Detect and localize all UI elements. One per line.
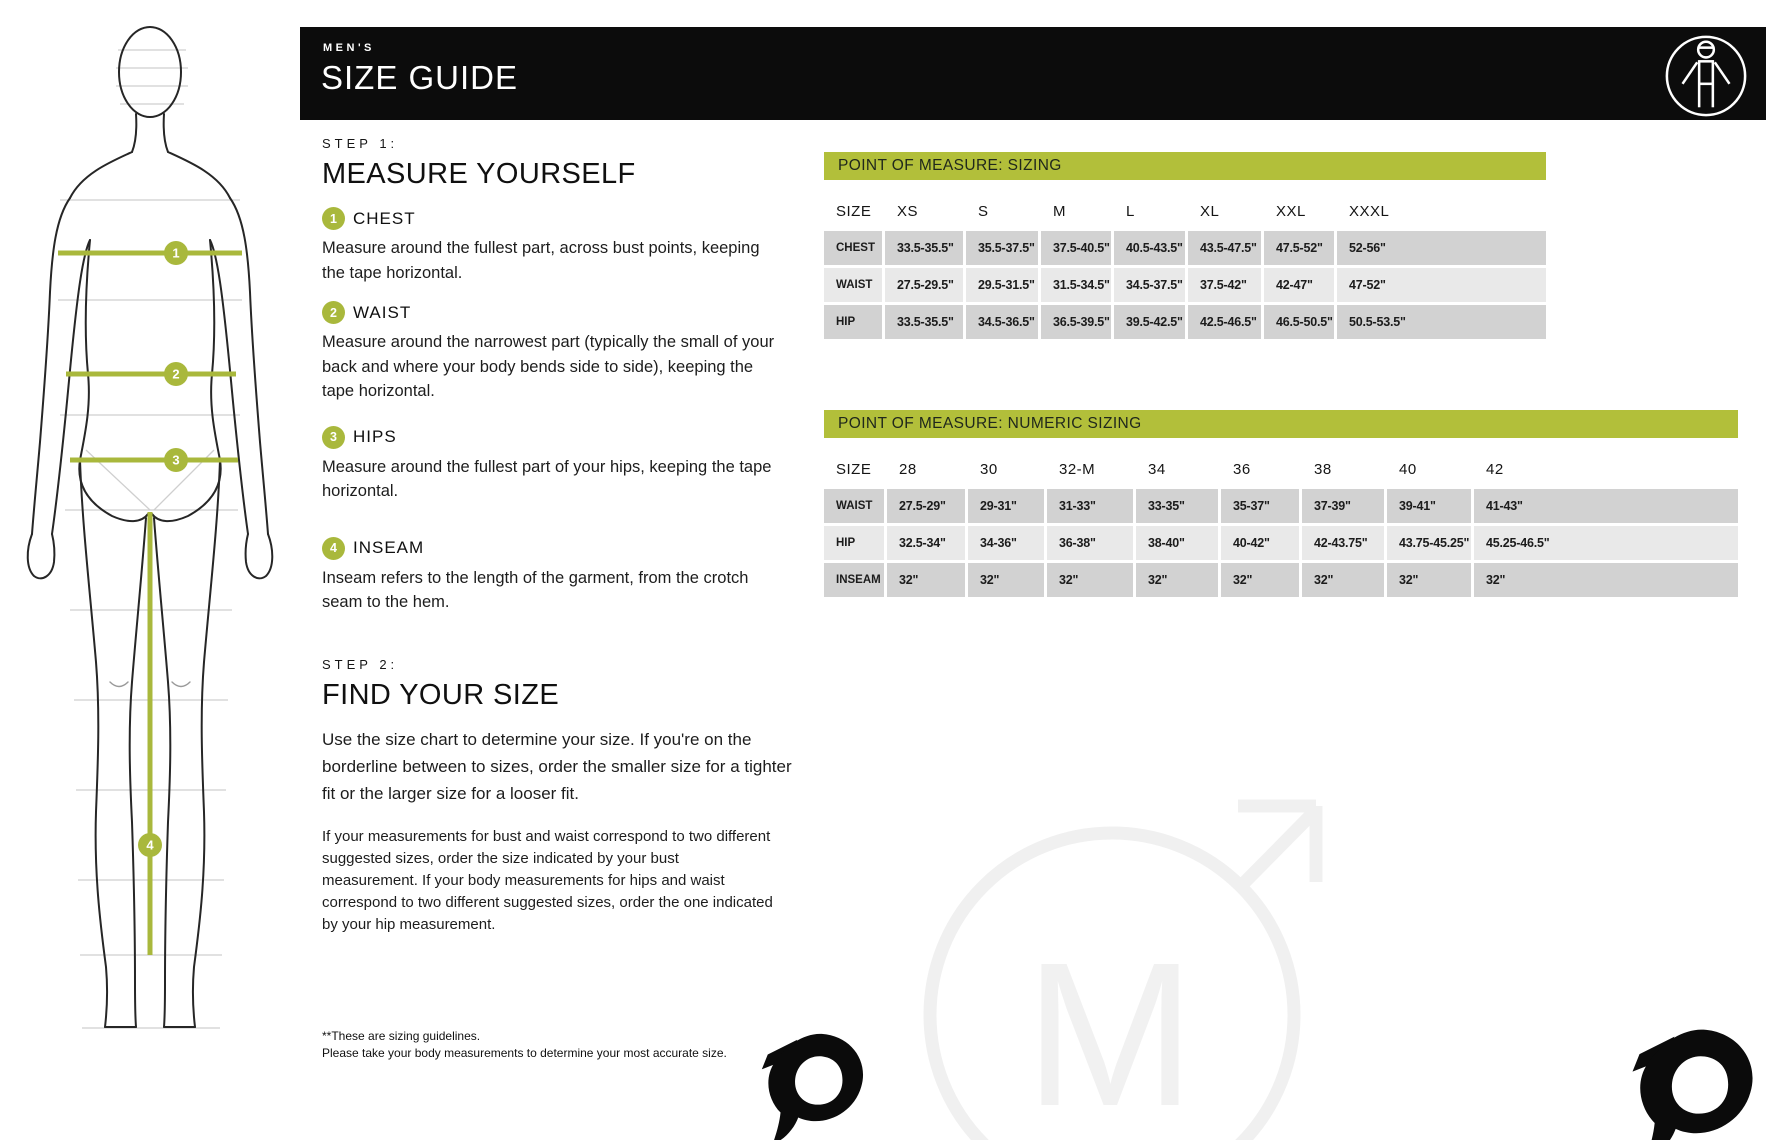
instructions-column (322, 136, 792, 936)
size-value: 32" (1474, 563, 1738, 597)
column-header: 28 (899, 461, 917, 478)
size-value: 27.5-29.5" (885, 268, 963, 302)
body-measurement-figure (10, 22, 300, 1037)
size-value: 34.5-37.5" (1114, 268, 1185, 302)
size-value: 31.5-34.5" (1041, 268, 1111, 302)
measurement-description: Inseam refers to the length of the garment, from the crotch seam to the hem. (322, 568, 749, 611)
measurement-description: Measure around the narrowest part (typically the small of your back and where your body bends side to side), keeping the tape horizontal. (322, 333, 775, 400)
marker-inseam (138, 833, 162, 857)
svg-text:2: 2 (172, 366, 180, 382)
marker-hips (164, 448, 188, 472)
marker-chest (164, 241, 188, 265)
svg-text:3: 3 (172, 452, 180, 468)
column-header: 38 (1314, 461, 1332, 478)
size-value: 34-36" (968, 526, 1044, 560)
numeric-table-grid (824, 438, 1738, 597)
size-value: 32" (1387, 563, 1471, 597)
size-value: 47-52" (1337, 268, 1546, 302)
size-value: 31-33" (1047, 489, 1133, 523)
measure-item-chest (322, 207, 782, 285)
size-value: 29-31" (968, 489, 1044, 523)
size-value: 33.5-35.5" (885, 231, 963, 265)
marker-waist (164, 362, 188, 386)
size-value: 42-47" (1264, 268, 1334, 302)
size-value: 52-56" (1337, 231, 1546, 265)
row-label: INSEAM (824, 563, 884, 597)
size-value: 27.5-29" (887, 489, 965, 523)
page-header (300, 27, 1766, 120)
find-size-note: If your measurements for bust and waist correspond to two different suggested sizes, order the size indicated by your bust measurement. If your body measurements for hips and waist correspond to two different suggested sizes, order the one indicated by your hip measurement. (322, 827, 773, 933)
column-header: XL (1200, 203, 1220, 220)
footnote-line1: **These are sizing guidelines. (322, 1029, 481, 1043)
measurement-name: CHEST (353, 208, 416, 228)
header-eyebrow: MEN'S (323, 42, 375, 54)
male-symbol-watermark (880, 760, 1350, 1140)
row-label: WAIST (824, 268, 882, 302)
watermark-letter: M (1024, 920, 1196, 1140)
column-header: L (1126, 203, 1135, 220)
row-label: CHEST (824, 231, 882, 265)
measurement-description: Measure around the fullest part, across bust points, keeping the tape horizontal. (322, 239, 760, 282)
column-header: 42 (1486, 461, 1504, 478)
step-number-badge: 2 (322, 301, 345, 324)
size-value: 50.5-53.5" (1337, 305, 1546, 339)
measure-items (322, 207, 782, 615)
svg-text:4: 4 (146, 837, 154, 853)
size-value: 32" (968, 563, 1044, 597)
step2-title: FIND YOUR SIZE (322, 678, 560, 711)
column-header: SIZE (836, 461, 872, 478)
column-header: XS (897, 203, 919, 220)
size-value: 40-42" (1221, 526, 1299, 560)
pearl-izumi-logo (753, 1024, 871, 1140)
size-value: 47.5-52" (1264, 231, 1334, 265)
column-header: 36 (1233, 461, 1251, 478)
size-value: 32" (1302, 563, 1384, 597)
column-header: 34 (1148, 461, 1166, 478)
size-value: 41-43" (1474, 489, 1738, 523)
size-value: 33-35" (1136, 489, 1218, 523)
size-value: 45.25-46.5" (1474, 526, 1738, 560)
size-value: 43.75-45.25" (1387, 526, 1471, 560)
numeric-table-title: POINT OF MEASURE: NUMERIC SIZING (824, 410, 1738, 438)
size-value: 37.5-42" (1188, 268, 1261, 302)
size-value: 43.5-47.5" (1188, 231, 1261, 265)
size-value: 35-37" (1221, 489, 1299, 523)
column-header: M (1053, 203, 1066, 220)
column-header: 32-M (1059, 461, 1096, 478)
sizing-footnote (322, 1028, 752, 1062)
row-label: HIP (824, 305, 882, 339)
step-number-badge: 3 (322, 426, 345, 449)
size-value: 35.5-37.5" (966, 231, 1038, 265)
sizing-table (824, 152, 1546, 339)
size-value: 38-40" (1136, 526, 1218, 560)
size-value: 32.5-34" (887, 526, 965, 560)
sizing-table-title: POINT OF MEASURE: SIZING (824, 152, 1546, 180)
person-in-circle-icon (1662, 32, 1750, 120)
column-header: XXL (1276, 203, 1306, 220)
measure-item-waist (322, 301, 782, 404)
column-header: 40 (1399, 461, 1417, 478)
size-value: 39.5-42.5" (1114, 305, 1185, 339)
sizing-table-grid (824, 180, 1546, 339)
measurement-description: Measure around the fullest part of your hips, keeping the tape horizontal. (322, 457, 772, 500)
size-value: 37-39" (1302, 489, 1384, 523)
numeric-sizing-table (824, 410, 1738, 597)
measure-item-inseam (322, 537, 782, 615)
size-value: 39-41" (1387, 489, 1471, 523)
size-value: 32" (1047, 563, 1133, 597)
step-number-badge: 1 (322, 207, 345, 230)
size-value: 40.5-43.5" (1114, 231, 1185, 265)
size-value: 42-43.75" (1302, 526, 1384, 560)
size-value: 34.5-36.5" (966, 305, 1038, 339)
measurement-name: INSEAM (353, 538, 425, 557)
size-value: 32" (1221, 563, 1299, 597)
size-value: 33.5-35.5" (885, 305, 963, 339)
column-header: S (978, 203, 989, 220)
size-value: 32" (1136, 563, 1218, 597)
footnote-line2: Please take your body measurements to determine your most accurate size. (322, 1046, 727, 1060)
size-value: 36.5-39.5" (1041, 305, 1111, 339)
find-size-paragraph: Use the size chart to determine your size. If you're on the borderline between to sizes, order the smaller size for a tighter fit or the larger size for a looser fit. (322, 729, 792, 803)
size-value: 46.5-50.5" (1264, 305, 1334, 339)
column-header: XXXL (1349, 203, 1390, 220)
svg-text:1: 1 (172, 245, 180, 261)
column-header: SIZE (836, 203, 872, 220)
size-value: 37.5-40.5" (1041, 231, 1111, 265)
size-value: 29.5-31.5" (966, 268, 1038, 302)
row-label: WAIST (824, 489, 884, 523)
measurement-name: WAIST (353, 302, 412, 322)
size-value: 32" (887, 563, 965, 597)
step-number-badge: 4 (322, 537, 345, 560)
column-header: 30 (980, 461, 998, 478)
row-label: HIP (824, 526, 884, 560)
measurement-name: HIPS (353, 427, 397, 446)
measure-item-hips (322, 426, 782, 504)
pearl-izumi-logo (1622, 1018, 1762, 1140)
size-value: 36-38" (1047, 526, 1133, 560)
step1-title: MEASURE YOURSELF (322, 158, 636, 190)
size-value: 42.5-46.5" (1188, 305, 1261, 339)
page-title: SIZE GUIDE (321, 59, 519, 96)
step2-label: STEP 2: (322, 656, 399, 672)
step1-label: STEP 1: (322, 136, 399, 151)
